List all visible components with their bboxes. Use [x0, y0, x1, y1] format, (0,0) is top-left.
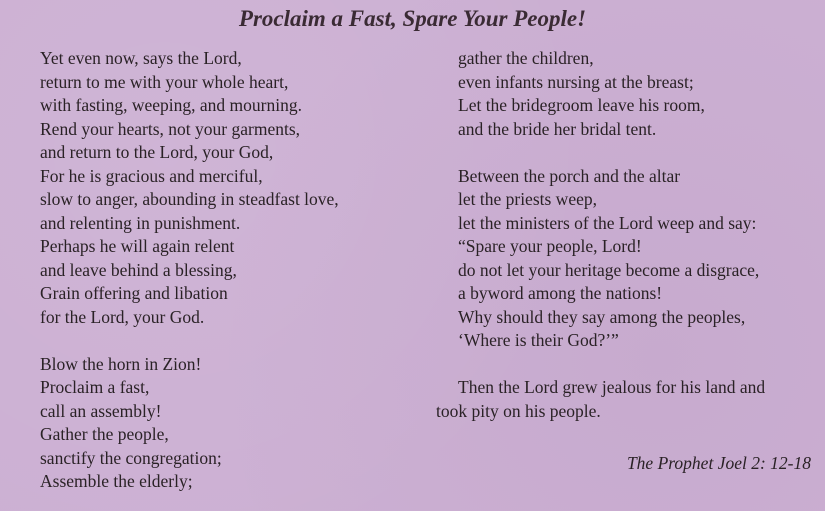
verse-line: and return to the Lord, your God,	[40, 142, 274, 162]
verse-line: gather the children,	[458, 48, 594, 68]
verse-line: Then the Lord grew jealous for his land and	[458, 377, 766, 397]
verse-line: let the priests weep,	[458, 189, 597, 209]
stanza-left-1	[40, 47, 420, 329]
page-title: Proclaim a Fast, Spare Your People!	[238, 6, 587, 31]
verse-line: with fasting, weeping, and mourning.	[40, 95, 302, 115]
verse-line: return to me with your whole heart,	[40, 71, 289, 92]
verse-line: and relenting in punishment.	[40, 212, 241, 233]
verse-line: do not let your heritage become a disgrace,	[458, 259, 760, 280]
verse-line: ‘Where is their God?’”	[458, 330, 619, 350]
verse-line: call an assembly!	[40, 400, 162, 421]
verse-line: “Spare your people, Lord!	[458, 236, 642, 256]
stanza-left-2	[40, 353, 420, 494]
verse-line: a byword among the nations!	[458, 283, 663, 303]
verse-line: sanctify the congregation;	[40, 447, 222, 468]
verse-line: and the bride her bridal tent.	[458, 118, 657, 139]
verse-line: Gather the people,	[40, 424, 169, 444]
stanza-right-3	[436, 376, 820, 423]
right-column	[436, 47, 820, 423]
verse-line: Proclaim a fast,	[40, 377, 150, 397]
stanza-right-1	[458, 47, 820, 141]
verse-line: Between the porch and the altar	[458, 165, 681, 186]
stanza-right-2	[458, 165, 820, 353]
scripture-citation: The Prophet Joel 2: 12-18	[626, 453, 811, 473]
verse-line: took pity on his people.	[436, 400, 601, 421]
verse-line: and leave behind a blessing,	[40, 259, 237, 280]
verse-line: Let the bridegroom leave his room,	[458, 95, 705, 115]
verse-line: Perhaps he will again relent	[40, 236, 235, 256]
verse-line: let the ministers of the Lord weep and say:	[458, 212, 757, 233]
verse-line: even infants nursing at the breast;	[458, 71, 694, 92]
left-column	[40, 47, 420, 494]
verse-line: Assemble the elderly;	[40, 471, 193, 491]
verse-line: Blow the horn in Zion!	[40, 353, 202, 374]
verse-line: Grain offering and libation	[40, 283, 228, 303]
verse-line: Rend your hearts, not your garments,	[40, 118, 301, 139]
verse-line: for the Lord, your God.	[40, 306, 205, 327]
verse-line: Yet even now, says the Lord,	[40, 48, 242, 68]
verse-line: For he is gracious and merciful,	[40, 165, 263, 186]
verse-line: Why should they say among the peoples,	[458, 306, 746, 327]
verse-line: slow to anger, abounding in steadfast love,	[40, 189, 339, 209]
